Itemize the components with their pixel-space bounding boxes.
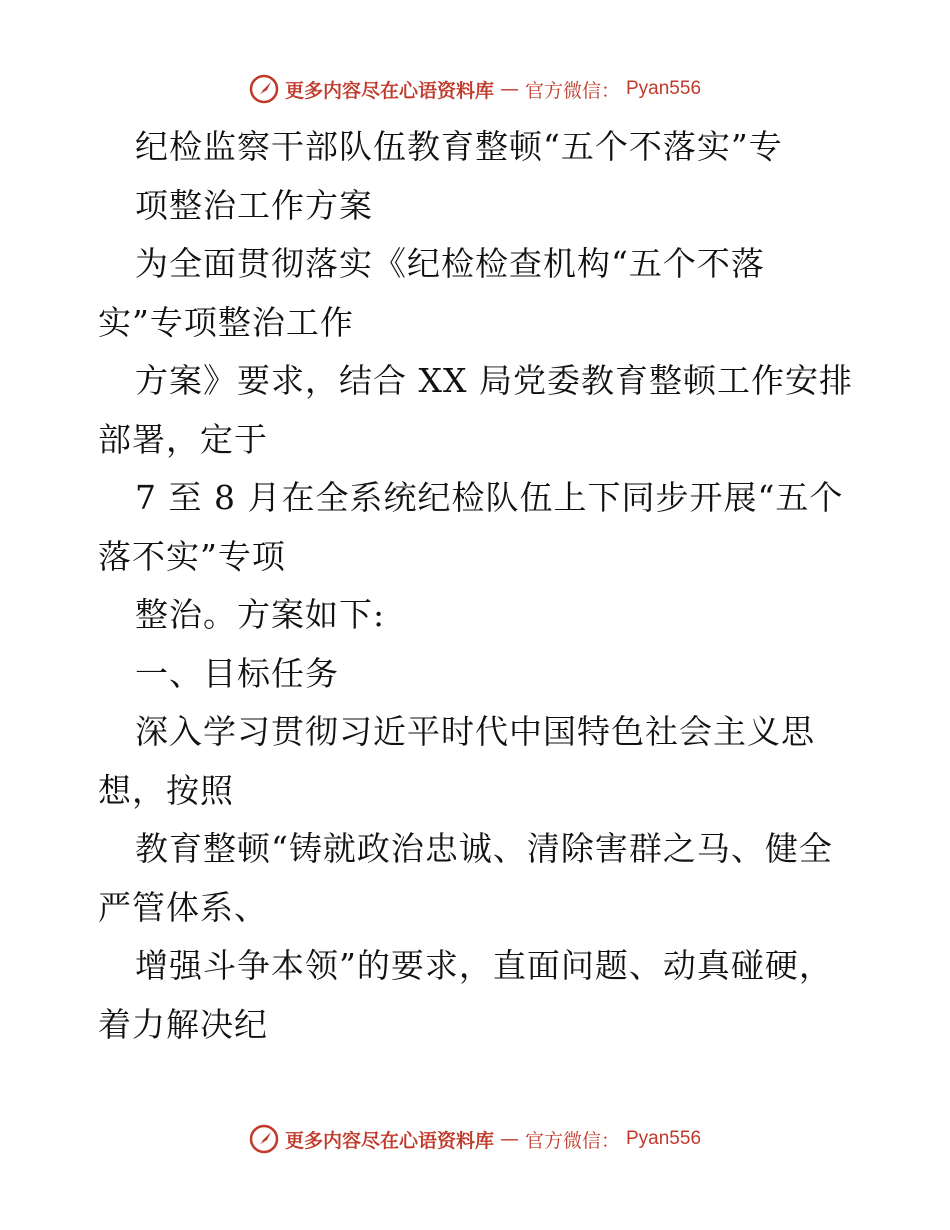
document-line: 为全面贯彻落实《纪检检查机构“五个不落 [135, 244, 765, 283]
document-line: 增强斗争本领”的要求，直面问题、动真碰硬， [135, 946, 833, 985]
document-line: 方案》要求，结合 XX 局党委教育整顿工作安排 [135, 361, 853, 400]
header-watermark-banner [0, 74, 950, 104]
banner-wechat-account: Pyan556 [626, 1128, 702, 1149]
document-line: 深入学习贯彻习近平时代中国特色社会主义思 [135, 712, 815, 751]
document-line: 落不实”专项 [98, 536, 286, 576]
banner-dash: — [499, 1128, 519, 1150]
document-line: 整治。方案如下: [135, 595, 386, 634]
document-line: 严管体系、 [98, 887, 268, 927]
document-line: 一、目标任务 [135, 653, 339, 693]
document-line: 7 至 8 月在全系统纪检队伍上下同步开展“五个 [135, 478, 844, 517]
banner-wechat-label: 官方微信： [524, 79, 620, 102]
banner-wechat-account: Pyan556 [626, 78, 702, 99]
document-line: 着力解决纪 [98, 1004, 268, 1044]
banner-wechat-label: 官方微信： [524, 1129, 620, 1152]
document-line: 想，按照 [98, 770, 234, 810]
quill-logo-icon [249, 74, 279, 104]
document-line: 实”专项整治工作 [98, 302, 354, 342]
footer-watermark-banner [0, 1124, 950, 1154]
document-line: 项整治工作方案 [135, 185, 373, 225]
quill-logo-icon [249, 1124, 279, 1154]
document-line: 部署，定于 [98, 419, 268, 459]
banner-site-name: 更多内容尽在心语资料库 [284, 79, 494, 102]
banner-dash: — [499, 78, 519, 100]
document-line: 纪检监察干部队伍教育整顿“五个不落实”专 [135, 127, 783, 166]
document-line: 教育整顿“铸就政治忠诚、清除害群之马、健全 [135, 829, 833, 868]
document-body [98, 118, 858, 1054]
banner-site-name: 更多内容尽在心语资料库 [284, 1129, 494, 1152]
